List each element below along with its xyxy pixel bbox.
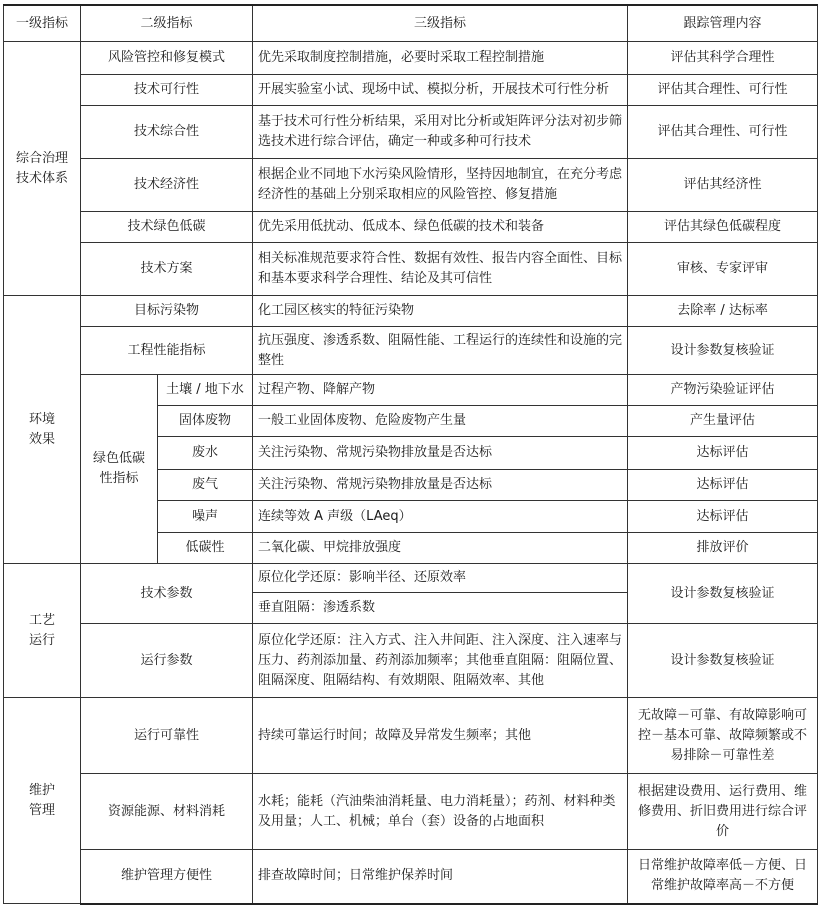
tracking-cell: 设计参数复核验证 bbox=[628, 624, 818, 698]
green-indicator-cell bbox=[81, 375, 158, 564]
level3-cell: 关注污染物、常规污染物排放量是否达标 bbox=[253, 470, 628, 501]
level1-line: 工艺 bbox=[28, 612, 55, 628]
header-level1: 一级指标 bbox=[4, 5, 81, 42]
tracking-cell: 评估其科学合理性 bbox=[628, 42, 818, 75]
tracking-cell: 达标评估 bbox=[628, 501, 818, 533]
level2-cell: 工程性能指标 bbox=[81, 327, 253, 375]
table-row bbox=[4, 159, 818, 212]
level3-cell: 抗压强度、渗透系数、阻隔性能、工程运行的连续性和设施的完整性 bbox=[253, 327, 628, 375]
level3-cell: 基于技术可行性分析结果，采用对比分析或矩阵评分法对初步筛选技术进行综合评估，确定一种或多种可行技术 bbox=[253, 106, 628, 159]
level1-cell bbox=[4, 42, 81, 296]
level1-line: 维护 bbox=[28, 782, 55, 798]
tracking-cell: 达标评估 bbox=[628, 437, 818, 470]
level2-cell: 目标污染物 bbox=[81, 296, 253, 327]
level3-cell: 过程产物、降解产物 bbox=[253, 375, 628, 406]
tracking-cell: 审核、专家评审 bbox=[628, 243, 818, 296]
level3-cell: 根据企业不同地下水污染风险情形，坚持因地制宜，在充分考虑经济性的基础上分别采取相应的风险管控、修复措施 bbox=[253, 159, 628, 212]
level3-cell: 连续等效 A 声级（LAeq） bbox=[253, 501, 628, 533]
level3-cell: 开展实验室小试、现场中试、模拟分析，开展技术可行性分析 bbox=[253, 75, 628, 106]
sub-indicator-cell: 废水 bbox=[158, 437, 253, 470]
table-row bbox=[4, 212, 818, 243]
tracking-cell: 评估其绿色低碳程度 bbox=[628, 212, 818, 243]
green-label-line: 性指标 bbox=[99, 471, 139, 486]
level1-line: 运行 bbox=[28, 632, 55, 648]
table-row bbox=[4, 564, 818, 593]
table-row bbox=[4, 375, 818, 406]
tracking-cell: 评估其合理性、可行性 bbox=[628, 75, 818, 106]
tracking-cell: 达标评估 bbox=[628, 470, 818, 501]
level2-cell: 资源能源、材料消耗 bbox=[81, 774, 253, 850]
level1-cell bbox=[4, 296, 81, 564]
level3-cell: 水耗；能耗（汽油柴油消耗量、电力消耗量）；药剂、材料种类及用量；人工、机械；单台（套）设备的占地面积 bbox=[253, 774, 628, 850]
table-row bbox=[4, 296, 818, 327]
level3-cell: 相关标准规范要求符合性、数据有效性、报告内容全面性、目标和基本要求科学合理性、结论及其可信性 bbox=[253, 243, 628, 296]
level2-cell: 风险管控和修复模式 bbox=[81, 42, 253, 75]
tracking-cell: 排放评价 bbox=[628, 533, 818, 564]
table-row bbox=[4, 75, 818, 106]
level3-cell: 原位化学还原：影响半径、还原效率 bbox=[253, 564, 628, 593]
level2-cell: 技术可行性 bbox=[81, 75, 253, 106]
level3-cell: 排查故障时间；日常维护保养时间 bbox=[253, 850, 628, 904]
tracking-cell: 评估其经济性 bbox=[628, 159, 818, 212]
level3-cell: 一般工业固体废物、危险废物产生量 bbox=[253, 406, 628, 437]
header-level3: 三级指标 bbox=[253, 5, 628, 42]
level2-cell: 维护管理方便性 bbox=[81, 850, 253, 904]
level3-cell: 关注污染物、常规污染物排放量是否达标 bbox=[253, 437, 628, 470]
tracking-cell: 去除率 / 达标率 bbox=[628, 296, 818, 327]
level3-cell: 原位化学还原：注入方式、注入井间距、注入深度、注入速率与压力、药剂添加量、药剂添加频率；其他垂直阻隔：阻隔位置、阻隔深度、阻隔结构、有效期限、阻隔效率、其他 bbox=[253, 624, 628, 698]
level2-cell: 运行可靠性 bbox=[81, 698, 253, 774]
level1-line: 环境 bbox=[28, 411, 55, 427]
table-row bbox=[4, 698, 818, 774]
sub-indicator-cell: 噪声 bbox=[158, 501, 253, 533]
level1-cell bbox=[4, 564, 81, 698]
tracking-cell: 无故障－可靠、有故障影响可控－基本可靠、故障频繁或不易排除－可靠性差 bbox=[628, 698, 818, 774]
level3-cell: 垂直阻隔：渗透系数 bbox=[253, 593, 628, 624]
level2-cell: 技术综合性 bbox=[81, 106, 253, 159]
sub-indicator-cell: 低碳性 bbox=[158, 533, 253, 564]
tracking-cell: 根据建设费用、运行费用、维修费用、折旧费用进行综合评价 bbox=[628, 774, 818, 850]
table-row bbox=[4, 624, 818, 698]
level2-cell: 运行参数 bbox=[81, 624, 253, 698]
tracking-cell: 产物污染验证评估 bbox=[628, 375, 818, 406]
level3-cell: 优先采取制度控制措施，必要时采取工程控制措施 bbox=[253, 42, 628, 75]
sub-indicator-cell: 废气 bbox=[158, 470, 253, 501]
level3-cell: 二氧化碳、甲烷排放强度 bbox=[253, 533, 628, 564]
tracking-cell: 评估其合理性、可行性 bbox=[628, 106, 818, 159]
table-row bbox=[4, 243, 818, 296]
table-row bbox=[4, 850, 818, 904]
level1-line: 技术体系 bbox=[15, 170, 68, 186]
level3-cell: 化工园区核实的特征污染物 bbox=[253, 296, 628, 327]
level2-cell: 技术经济性 bbox=[81, 159, 253, 212]
green-label-line: 绿色低碳 bbox=[92, 451, 145, 466]
level1-cell bbox=[4, 698, 81, 904]
table-row bbox=[4, 106, 818, 159]
header-level2: 二级指标 bbox=[81, 5, 253, 42]
tracking-cell: 设计参数复核验证 bbox=[628, 327, 818, 375]
level2-cell: 技术方案 bbox=[81, 243, 253, 296]
level1-line: 综合治理 bbox=[15, 150, 68, 166]
indicator-table bbox=[3, 4, 818, 905]
level2-cell: 技术绿色低碳 bbox=[81, 212, 253, 243]
level1-line: 管理 bbox=[28, 802, 55, 818]
table-row bbox=[4, 42, 818, 75]
header-tracking: 跟踪管理内容 bbox=[628, 5, 818, 42]
level3-cell: 优先采用低扰动、低成本、绿色低碳的技术和装备 bbox=[253, 212, 628, 243]
tracking-cell: 设计参数复核验证 bbox=[628, 564, 818, 624]
table-row bbox=[4, 774, 818, 850]
level2-cell: 技术参数 bbox=[81, 564, 253, 624]
table-header-row bbox=[4, 5, 818, 42]
tracking-cell: 产生量评估 bbox=[628, 406, 818, 437]
tracking-cell: 日常维护故障率低－方便、日常维护故障率高－不方便 bbox=[628, 850, 818, 904]
level1-line: 效果 bbox=[28, 431, 55, 447]
sub-indicator-cell: 土壤 / 地下水 bbox=[158, 375, 253, 406]
table-row bbox=[4, 327, 818, 375]
level3-cell: 持续可靠运行时间；故障及异常发生频率；其他 bbox=[253, 698, 628, 774]
sub-indicator-cell: 固体废物 bbox=[158, 406, 253, 437]
